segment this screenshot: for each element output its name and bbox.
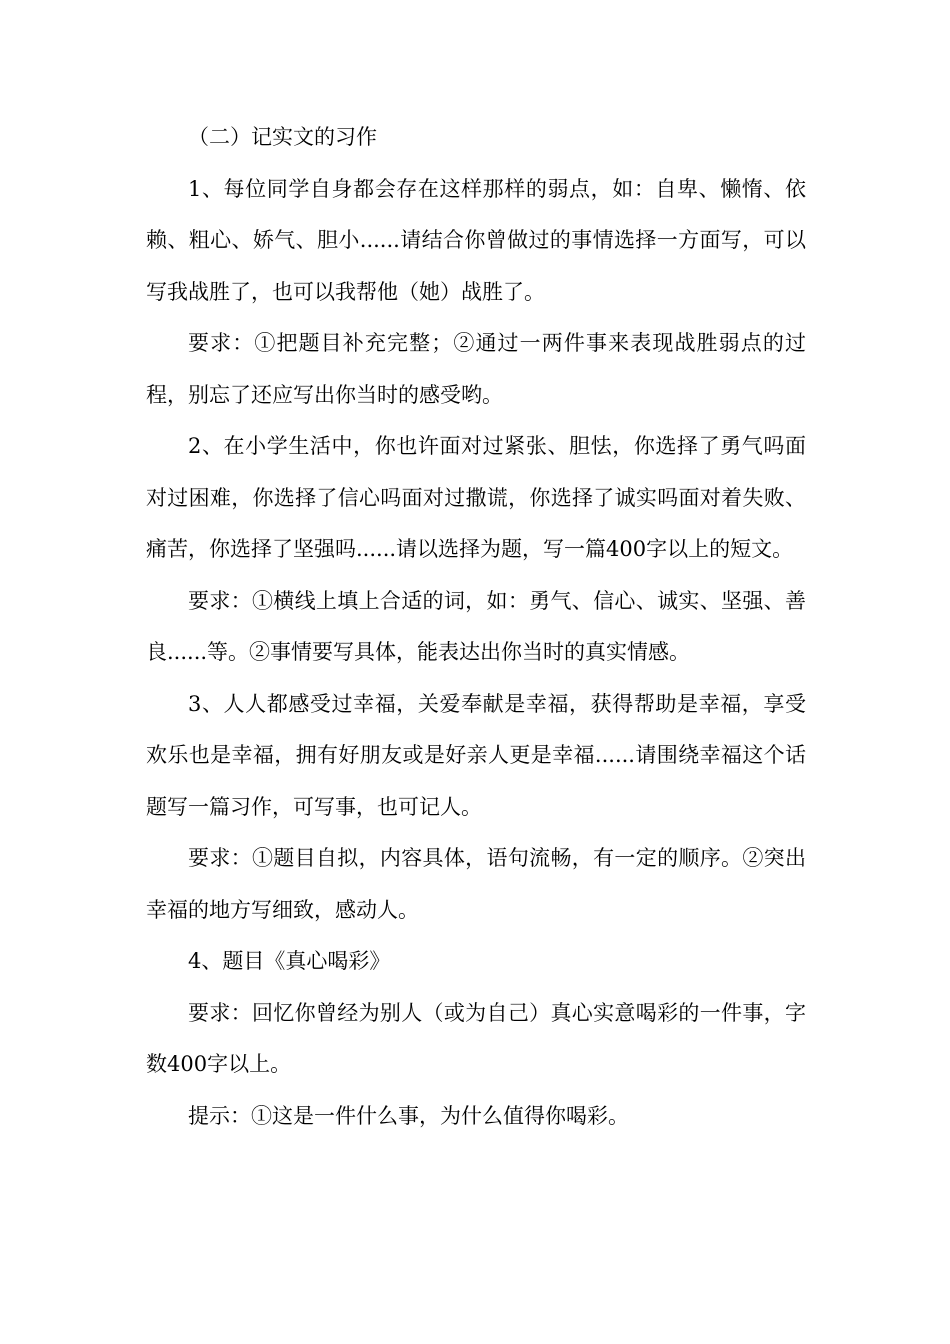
prompt-1: 1、每位同学自身都会存在这样那样的弱点，如：自卑、懒惰、依赖、粗心、娇气、胆小......请结合你曾做过的事情选择一方面写，可以写我战胜了，也可以我帮他（她）战胜了。 [146,176,806,304]
prompt-2-requirements: 要求：①横线上填上合适的词，如：勇气、信心、诚实、坚强、善良......等。②事情要写具体，能表达出你当时的真实情感。 [146,588,806,664]
prompt-4-requirements: 要求：回忆你曾经为别人（或为自己）真心实意喝彩的一件事，字数400字以上。 [146,1000,806,1076]
prompt-3: 3、人人都感受过幸福，关爱奉献是幸福，获得帮助是幸福，享受欢乐也是幸福，拥有好朋友或是好亲人更是幸福......请围绕幸福这个话题写一篇习作，可写事，也可记人。 [146,691,806,819]
prompt-2: 2、在小学生活中，你也许面对过紧张、胆怯，你选择了勇气吗面对过困难，你选择了信心吗面对过撒谎，你选择了诚实吗面对着失败、痛苦，你选择了坚强吗......请以选择为题，写一篇400字以上的短文。 [146,434,806,561]
prompt-4-hint: 提示：①这是一件什么事，为什么值得你喝彩。 [188,1103,629,1128]
prompt-3-requirements: 要求：①题目自拟，内容具体，语句流畅，有一定的顺序。②突出幸福的地方写细致，感动人。 [146,846,806,922]
prompt-4-title: 4、题目《真心喝彩》 [188,949,391,973]
prompt-1-requirements: 要求：①把题目补充完整；②通过一两件事来表现战胜弱点的过程，别忘了还应写出你当时的感受哟。 [146,331,806,407]
section-heading: （二）记实文的习作 [188,125,377,149]
document-body [146,112,806,1142]
